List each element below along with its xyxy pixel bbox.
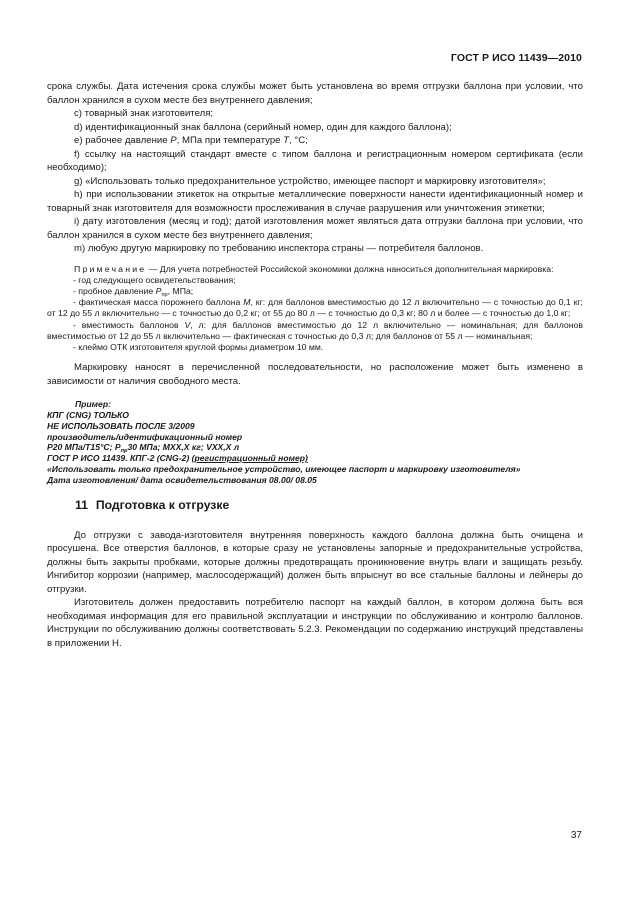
- example-line-5-pre: ГОСТ Р ИСО 11439. КПГ-2 (CNG-2): [47, 453, 192, 464]
- item-e: [47, 134, 583, 148]
- note-item-2: [47, 286, 583, 297]
- example-block: [47, 399, 583, 485]
- example-title: Пример:: [75, 399, 111, 410]
- section-number: 11: [75, 497, 88, 512]
- note-item-4-post: , л: для баллонов вместимостью до 12 л включительно — номинальная; для баллонов вместимостью от 12 до 55 л включительно — фактическая с точностью до 0,3 л; для баллонов от 55 л — номинальная;: [47, 319, 583, 341]
- note-item-2-post: , МПа;: [167, 285, 194, 296]
- note-item-3-pre: - фактическая масса порожнего баллона: [73, 297, 244, 308]
- item-h: h) при использовании этикеток на открытые металлические поверхности нанести идентификационный номер и товарный знак изготовителя для возможности прослеживания в случае разрушения или уничтожения этикетки;: [47, 189, 583, 214]
- note-item-4: [47, 320, 583, 342]
- item-e-mid: , МПа при температуре: [176, 135, 284, 146]
- example-line-1: КПГ (CNG) ТОЛЬКО: [47, 409, 129, 420]
- example-line-5: [47, 453, 583, 464]
- section-paragraph-2: Изготовитель должен предоставить потребителю паспорт на каждый баллон, в котором должна быть вся необходимая информация для его правильной эксплуатации и инструкции по обслуживанию и контролю баллонов. Инструкции по обслуживанию должны соответствовать 5.2.3. Рекомендации по содержанию инструкций представлены в приложении Н.: [47, 597, 583, 649]
- example-line-2: НЕ ИСПОЛЬЗОВАТЬ ПОСЛЕ 3/2009: [47, 420, 195, 431]
- item-e-P: P: [170, 135, 177, 146]
- note-item-4-pre: - вместимость баллонов: [73, 319, 185, 330]
- example-line-4-sub: пр: [120, 448, 128, 455]
- item-m: m) любую другую маркировку по требованию инспектора страны — потребителя баллонов.: [74, 243, 484, 254]
- item-c: c) товарный знак изготовителя;: [74, 108, 214, 119]
- item-e-post: , °С;: [289, 135, 308, 146]
- item-d: d) идентификационный знак баллона (серийный номер, один для каждого баллона);: [74, 121, 452, 133]
- example-line-4-pre: P20 МПа/T15°C; P: [47, 442, 121, 453]
- note-item-2-sub: пр: [161, 291, 168, 298]
- note-text: — Для учета потребностей Российской экономики должна наноситься дополнительная маркировка:: [146, 263, 554, 274]
- note-item-4-V: V: [184, 319, 191, 330]
- note-block: [47, 264, 583, 354]
- example-line-7: Дата изготовления/ дата освидетельствования 08.00/ 08.05: [47, 474, 317, 485]
- note-label: Примечание: [74, 263, 147, 274]
- note-item-5: - клеймо ОТК изготовителя круглой формы диаметром 10 мм.: [73, 341, 324, 352]
- intro-paragraph: срока службы. Дата истечения срока службы может быть установлена во время отгрузки баллона при условии, что баллон хранился в сухом месте без внутреннего давления;: [47, 81, 583, 106]
- note-item-2-pre: - пробное давление: [73, 285, 156, 296]
- note-item-3: [47, 297, 583, 319]
- example-line-5-under: (регистрационный номер): [191, 453, 308, 464]
- item-i: i) дату изготовления (месяц и год); датой изготовления может являться дата отгрузки баллона при условии, что баллон хранился в сухом месте без внутреннего давления;: [47, 216, 583, 241]
- section-heading: [47, 498, 583, 513]
- example-line-6: «Использовать только предохранительное устройство, имеющее паспорт и маркировку изготовителя»: [47, 463, 521, 474]
- note-intro: [47, 264, 583, 275]
- item-g: g) «Использовать только предохранительное устройство, имеющее паспорт и маркировку изготовителя»;: [74, 175, 546, 187]
- item-f: f) ссылку на настоящий стандарт вместе с типом баллона и регистрационным номером сертификата (если необходимо);: [47, 148, 583, 173]
- note-item-2-P: P: [155, 285, 162, 296]
- note-item-3-post: , кг: для баллонов вместимостью до 12 л включительно — с точностью до 0,1 кг; от 12 до 55 л включительно — с точностью до 0,2 кг; от 55 до 80 л — с точностью до 0,3 кг; 80 л и более — с точностью до 1,0 кг;: [47, 297, 583, 319]
- marking-paragraph: Маркировку наносят в перечисленной последовательности, но расположение может быть изменено в зависимости от наличия свободного места.: [47, 362, 583, 387]
- item-e-pre: e) рабочее давление: [74, 135, 171, 146]
- section-paragraph-1: До отгрузки с завода-изготовителя внутренняя поверхность каждого баллона должна быть очищена и просушена. Все отверстия баллонов, в которые сразу не установлены запорные и предохранительные устройства, должны быть закрыты пробками, которые должны предотвращать проникновение внутрь влаги и защищать резьбу. Ингибитор коррозии (например, маслосодержащий) должен быть впрыснут во все стальные баллоны и лейнеры до отгрузки.: [47, 529, 583, 595]
- item-e-T: T: [283, 135, 290, 146]
- note-item-3-M: M: [243, 297, 251, 308]
- example-line-3: производитель/идентификационный номер: [47, 431, 243, 442]
- section-title: Подготовка к отгрузке: [95, 497, 230, 512]
- example-line-4-post: 30 МПа; MXX,X кг; VXX,X л: [127, 442, 240, 453]
- document-header: ГОСТ Р ИСО 11439—2010: [450, 52, 582, 64]
- example-line-4: [47, 442, 583, 453]
- marking-paragraph-block: [47, 361, 583, 388]
- note-item-1: - год следующего освидетельствования;: [73, 274, 236, 285]
- page-number: 37: [570, 830, 582, 841]
- page-content: [47, 80, 583, 650]
